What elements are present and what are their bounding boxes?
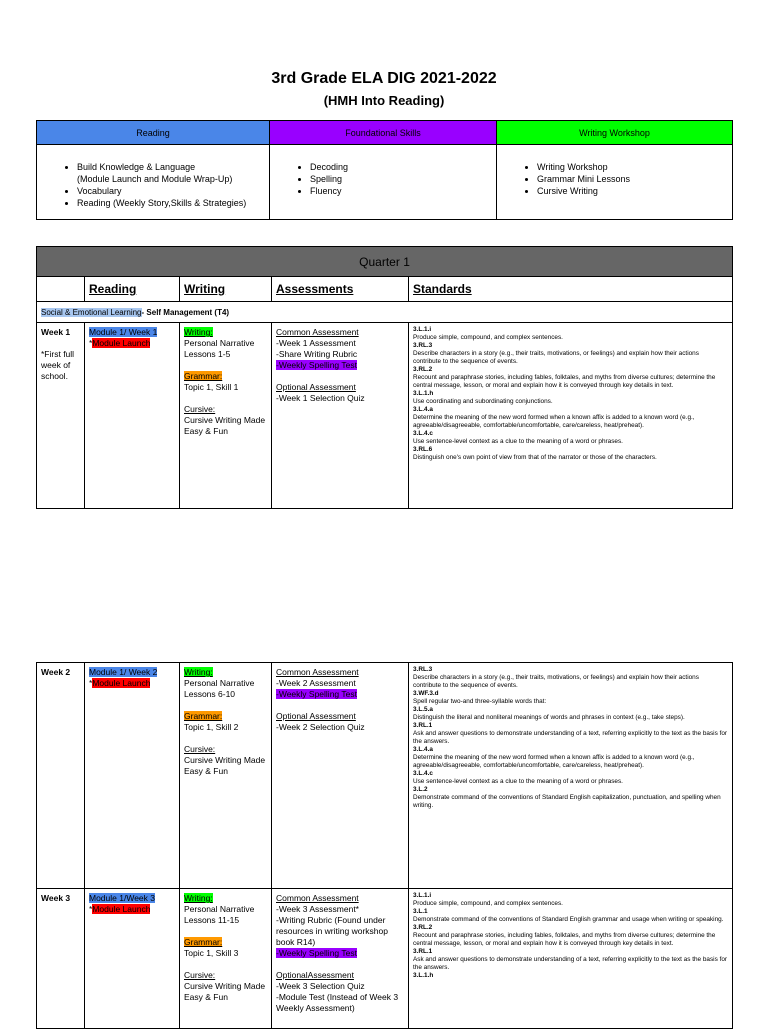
standard-text: Distinguish one's own point of view from that of the narrator or those of the characters. <box>413 454 657 461</box>
standards-cell <box>409 889 733 1029</box>
column-header-standards: Standards <box>409 277 733 302</box>
column-header-writing: Writing <box>180 277 272 302</box>
column-header-reading: Reading <box>85 277 180 302</box>
standard-code: 3.L.1.i <box>413 892 432 899</box>
standard-text: Use sentence-level context as a clue to the meaning of a word or phrases. <box>413 778 623 785</box>
writing-text: Personal Narrative Lessons 1-5 <box>184 338 255 359</box>
list-item: • Spelling <box>310 173 496 185</box>
reading-cell: Module 1/Week 3 *Module Launch <box>85 889 180 1029</box>
common-assessment-item: -Share Writing Rubric <box>276 349 358 359</box>
grammar-label: Grammar: <box>184 371 223 381</box>
week-label: Week 2 <box>41 667 71 677</box>
list-item: • Decoding <box>310 161 496 173</box>
sel-rest: - Self Management (T4) <box>141 307 230 317</box>
assessment-cell <box>272 323 409 509</box>
common-assessment-item: -Week 2 Assessment <box>276 678 356 688</box>
table-row <box>37 323 733 509</box>
list-item: • Grammar Mini Lessons <box>537 173 732 185</box>
week-cell <box>37 323 85 509</box>
week-note: *First full week of school. <box>41 349 75 381</box>
common-assessment-label: Common Assessment <box>276 327 359 337</box>
list-item: • Reading (Weekly Story,Skills & Strategies) <box>77 197 269 209</box>
spelling-test-label: -Weekly Spelling Test <box>276 948 357 958</box>
common-assessment-item: -Week 1 Assessment <box>276 338 356 348</box>
writing-label: Writing: <box>184 893 213 903</box>
column-header-week <box>37 277 85 302</box>
cursive-text: Cursive Writing Made Easy & Fun <box>184 755 266 776</box>
standard-text: Produce simple, compound, and complex sentences. <box>413 900 563 907</box>
standard-code: 3.L.1 <box>413 908 428 915</box>
module-label: Module 1/ Week 2 <box>89 667 158 677</box>
standard-text: Demonstrate command of the conventions of Standard English grammar and usage when writing or speaking. <box>413 916 724 923</box>
category-header-foundational: Foundational Skills <box>270 121 497 145</box>
spelling-test-label: -Weekly Spelling Test <box>276 689 357 699</box>
standard-code: 3.WF.3.d <box>413 690 439 697</box>
writing-cell <box>180 663 272 889</box>
grammar-text: Topic 1, Skill 1 <box>184 382 239 392</box>
list-item: • Fluency <box>310 185 496 197</box>
module-label: Module 1/Week 3 <box>89 893 155 903</box>
standards-cell <box>409 663 733 889</box>
list-item: • Vocabulary <box>77 185 269 197</box>
category-table <box>36 120 733 220</box>
common-assessment-item: -Week 3 Assessment* <box>276 904 359 914</box>
standard-text: Demonstrate command of the conventions of Standard English capitalization, punctuation, and spelling when writing. <box>413 794 721 809</box>
assessment-cell <box>272 889 409 1029</box>
cursive-label: Cursive: <box>184 970 216 980</box>
reading-cell: Module 1/ Week 1 *Module Launch <box>85 323 180 509</box>
writing-label: Writing: <box>184 327 213 337</box>
standard-text: Produce simple, compound, and complex sentences. <box>413 334 563 341</box>
standard-text: Ask and answer questions to demonstrate understanding of a text, referring explicitly to the text as the basis for the answers. <box>413 956 728 971</box>
writing-cell <box>180 323 272 509</box>
standard-text: Determine the meaning of the new word formed when a known affix is added to a known word (e.g., agreeable/disagreeable, comfortable/uncomfortable, care/careless, heat/preheat). <box>413 754 695 769</box>
week-label: Week 1 <box>41 327 71 337</box>
cursive-label: Cursive: <box>184 404 216 414</box>
standard-code: 3.RL.3 <box>413 666 433 673</box>
standard-code: 3.RL.2 <box>413 366 433 373</box>
table-row <box>37 663 733 889</box>
writing-text: Personal Narrative Lessons 6-10 <box>184 678 255 699</box>
standard-code: 3.RL.2 <box>413 924 433 931</box>
standard-text: Use sentence-level context as a clue to the meaning of a word or phrases. <box>413 438 623 445</box>
week-cell <box>37 663 85 889</box>
writing-text: Personal Narrative Lessons 11-15 <box>184 904 255 925</box>
standard-code: 3.RL.1 <box>413 722 433 729</box>
standard-text: Recount and paraphrase stories, including fables, folktales, and myths from diverse cultures; determine the central message, lesson, or moral and explain how it is conveyed through key details in text. <box>413 932 716 947</box>
category-list-writing <box>497 145 733 220</box>
category-list-reading <box>37 145 270 220</box>
standard-code: 3.L.5.a <box>413 706 433 713</box>
common-assessment-label: Common Assessment <box>276 667 359 677</box>
list-item: • Cursive Writing <box>537 185 732 197</box>
category-header-writing: Writing Workshop <box>497 121 733 145</box>
grammar-label: Grammar: <box>184 937 223 947</box>
standard-code: 3.L.4.a <box>413 406 433 413</box>
optional-assessment-item: -Week 2 Selection Quiz <box>276 722 365 732</box>
standard-text: Distinguish the literal and nonliteral meanings of words and phrases in context (e.g., take steps). <box>413 714 685 721</box>
spelling-test-label: -Weekly Spelling Test <box>276 360 357 370</box>
optional-assessment-label: Optional Assessment <box>276 382 356 392</box>
standard-code: 3.RL.1 <box>413 948 433 955</box>
category-header-reading: Reading <box>37 121 270 145</box>
module-launch-label: Module Launch <box>92 678 151 688</box>
grammar-label: Grammar: <box>184 711 223 721</box>
writing-cell <box>180 889 272 1029</box>
category-list-foundational <box>270 145 497 220</box>
quarter-table-continued <box>36 662 733 1029</box>
reading-cell: Module 1/ Week 2 *Module Launch <box>85 663 180 889</box>
quarter-table <box>36 246 733 509</box>
week-cell <box>37 889 85 1029</box>
standard-text: Recount and paraphrase stories, including fables, folktales, and myths from diverse cultures; determine the central message, lesson, or moral and explain how it is conveyed through key details in text. <box>413 374 716 389</box>
standard-text: Spell regular two-and three-syllable words that: <box>413 698 547 705</box>
quarter-title: Quarter 1 <box>37 247 733 277</box>
list-item: • Writing Workshop <box>537 161 732 173</box>
grammar-text: Topic 1, Skill 3 <box>184 948 239 958</box>
week-label: Week 3 <box>41 893 71 903</box>
module-label: Module 1/ Week 1 <box>89 327 158 337</box>
document-subtitle: (HMH Into Reading) <box>323 93 445 108</box>
cursive-text: Cursive Writing Made Easy & Fun <box>184 981 266 1002</box>
list-item-continuation: (Module Launch and Module Wrap-Up) <box>77 174 233 184</box>
module-launch-label: Module Launch <box>92 904 151 914</box>
standard-text: Describe characters in a story (e.g., their traits, motivations, or feelings) and explain how their actions contribute to the sequence of events. <box>413 674 699 689</box>
standards-cell <box>409 323 733 509</box>
standard-code: 3.L.4.a <box>413 746 433 753</box>
list-item: • Build Knowledge & Language <box>77 161 269 173</box>
standard-text: Describe characters in a story (e.g., their traits, motivations, or feelings) and explain how their actions contribute to the sequence of events. <box>413 350 699 365</box>
optional-assessment-label: Optional Assessment <box>276 711 356 721</box>
column-header-assessments: Assessments <box>272 277 409 302</box>
document-title: 3rd Grade ELA DIG 2021-2022 <box>271 70 497 87</box>
standard-code: 3.RL.3 <box>413 342 433 349</box>
standard-text: Ask and answer questions to demonstrate understanding of a text, referring explicitly to the text as the basis for the answers. <box>413 730 728 745</box>
grammar-text: Topic 1, Skill 2 <box>184 722 239 732</box>
assessment-cell <box>272 663 409 889</box>
common-assessment-label: Common Assessment <box>276 893 359 903</box>
standard-text: Use coordinating and subordinating conjunctions. <box>413 398 553 405</box>
standard-code: 3.L.1.i <box>413 326 432 333</box>
standard-text: Determine the meaning of the new word formed when a known affix is added to a known word (e.g., agreeable/disagreeable, comfortable/uncomfortable, care/careless, heat/preheat). <box>413 414 695 429</box>
standard-code: 3.L.4.c <box>413 430 433 437</box>
optional-assessment-item: -Week 1 Selection Quiz <box>276 393 365 403</box>
standard-code: 3.L.1.h <box>413 972 434 979</box>
optional-assessment-item: -Week 3 Selection Quiz <box>276 981 365 991</box>
cursive-label: Cursive: <box>184 744 216 754</box>
table-row <box>37 889 733 1029</box>
standard-code: 3.RL.6 <box>413 446 433 453</box>
optional-assessment-item: -Module Test (Instead of Week 3 Weekly Assessment) <box>276 992 399 1013</box>
sel-focus-row <box>37 302 733 323</box>
writing-label: Writing: <box>184 667 213 677</box>
optional-assessment-label: OptionalAssessment <box>276 970 354 980</box>
standard-code: 3.L.4.c <box>413 770 433 777</box>
common-assessment-item: -Writing Rubric (Found under resources in writing workshop book R14) <box>276 915 388 947</box>
sel-highlight: Social & Emotional Learning <box>41 307 142 317</box>
standard-code: 3.L.1.h <box>413 390 434 397</box>
module-launch-label: Module Launch <box>92 338 151 348</box>
standard-code: 3.L.2 <box>413 786 428 793</box>
cursive-text: Cursive Writing Made Easy & Fun <box>184 415 266 436</box>
